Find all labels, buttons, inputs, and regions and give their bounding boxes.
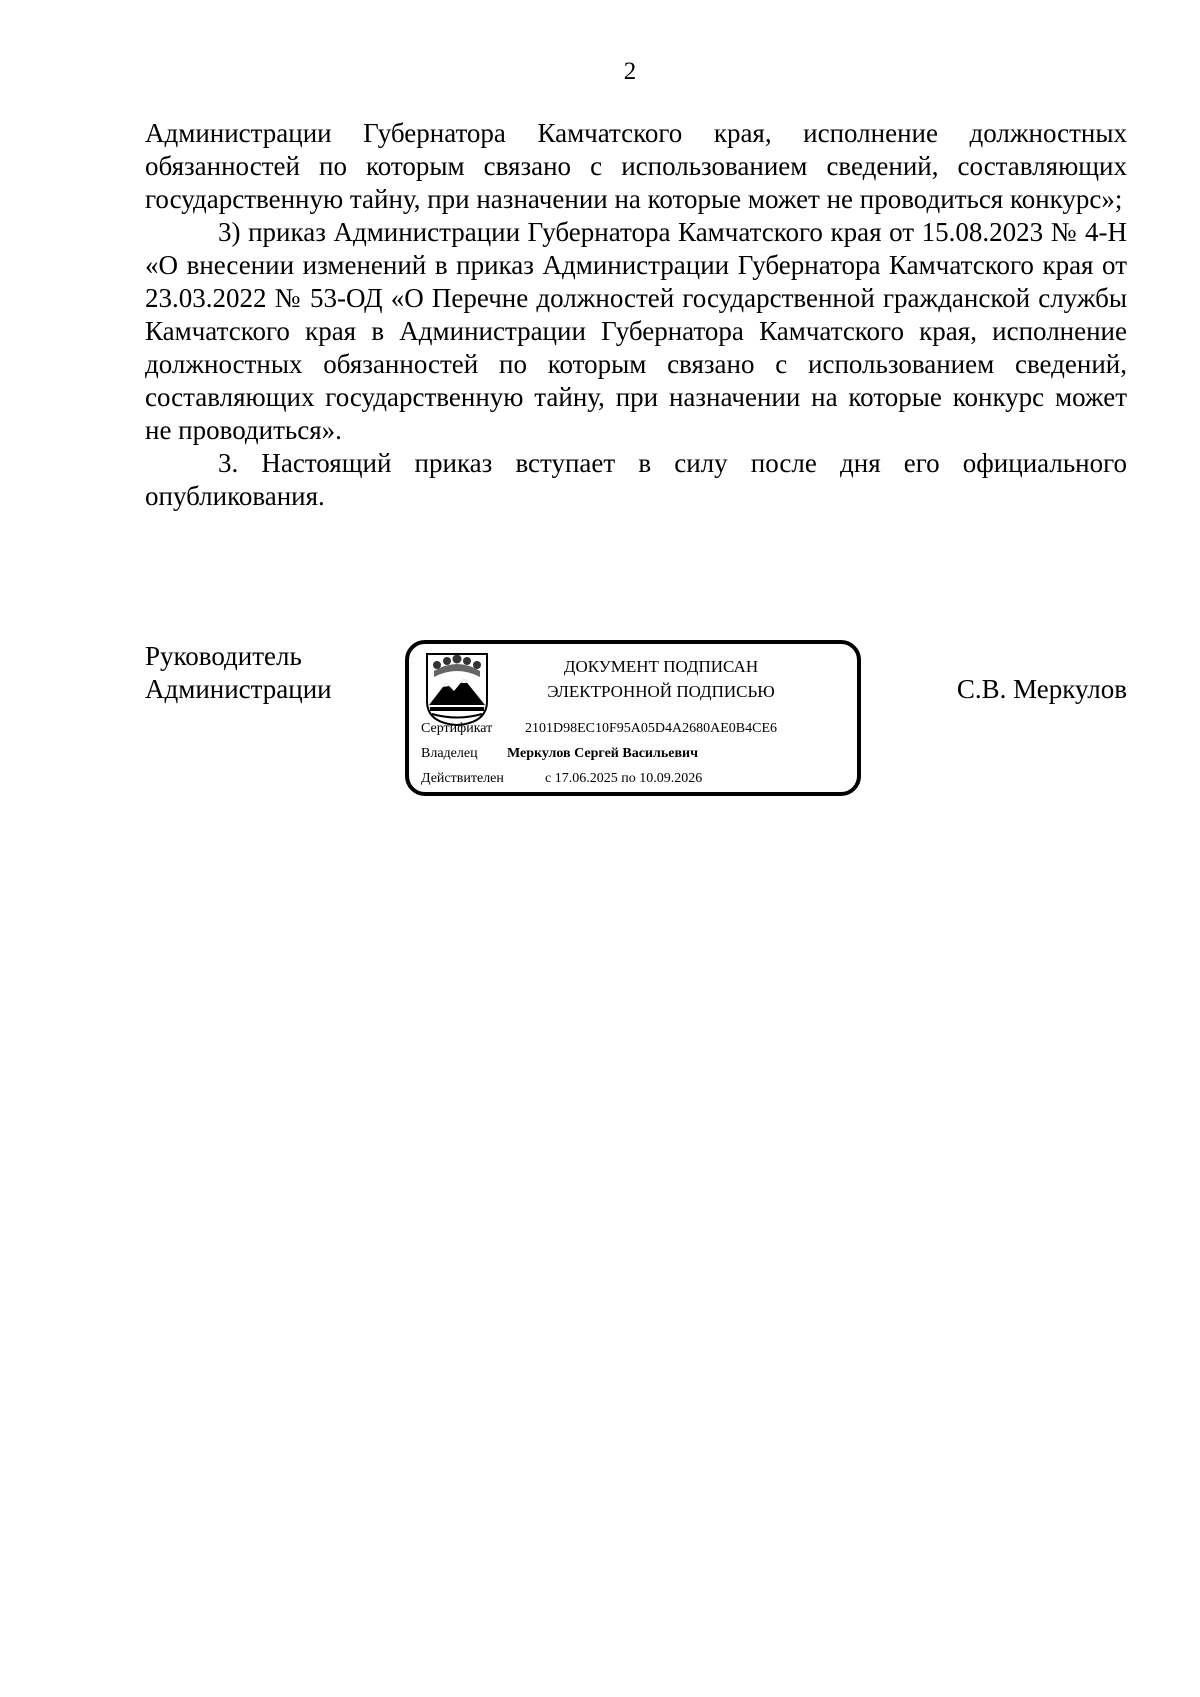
signatory-name: С.В. Меркулов: [956, 674, 1127, 704]
certificate-label: Сертификат: [421, 721, 493, 736]
owner-value: Меркулов Сергей Васильевич: [507, 746, 698, 761]
stamp-heading-line1: ДОКУМЕНТ ПОДПИСАН: [563, 657, 759, 676]
owner-label: Владелец: [421, 746, 478, 761]
kamchatka-coat-of-arms-icon: [424, 651, 490, 727]
validity-label: Действителен: [421, 771, 504, 786]
stamp-heading-line2: ЭЛЕКТРОННОЙ ПОДПИСЬЮ: [547, 682, 775, 701]
paragraph-item-3: 3) приказ Администрации Губернатора Камчатского края от 15.08.2023 № 4-Н «О внесении изменений в приказ Администрации Губернатора Камчатского края от 23.03.2022 № 53-ОД «О Перечне должностей государственной гражданской службы Камчатского края в Администрации Губернатора Камчатского края, исполнение должностных обязанностей по которым связано с использованием сведений, составляющих государственную тайну, при назначении на которые конкурс может не проводиться».: [145, 217, 1127, 445]
paragraph-continuation: Администрации Губернатора Камчатского края, исполнение должностных обязанностей по которым связано с использованием сведений, составляющих государственную тайну, при назначении на которые может не проводиться конкурс»;: [145, 118, 1127, 214]
document-body: [145, 117, 1127, 513]
certificate-value: 2101D98EC10F95A05D4A2680AE0B4CE6: [525, 721, 778, 736]
signatory-title: [145, 640, 332, 706]
stamp-owner-row: [421, 746, 698, 762]
page-number: 2: [623, 58, 637, 85]
electronic-signature-stamp: [405, 640, 861, 796]
signatory-title-line1: Руководитель: [145, 641, 302, 671]
paragraph-effective-date: 3. Настоящий приказ вступает в силу после дня его официального опубликования.: [145, 448, 1127, 511]
validity-value: с 17.06.2025 по 10.09.2026: [545, 771, 703, 786]
signatory-title-line2: Администрации: [145, 674, 332, 704]
stamp-certificate-row: [421, 721, 778, 737]
stamp-validity-row: [421, 771, 703, 787]
stamp-heading: [501, 654, 821, 704]
